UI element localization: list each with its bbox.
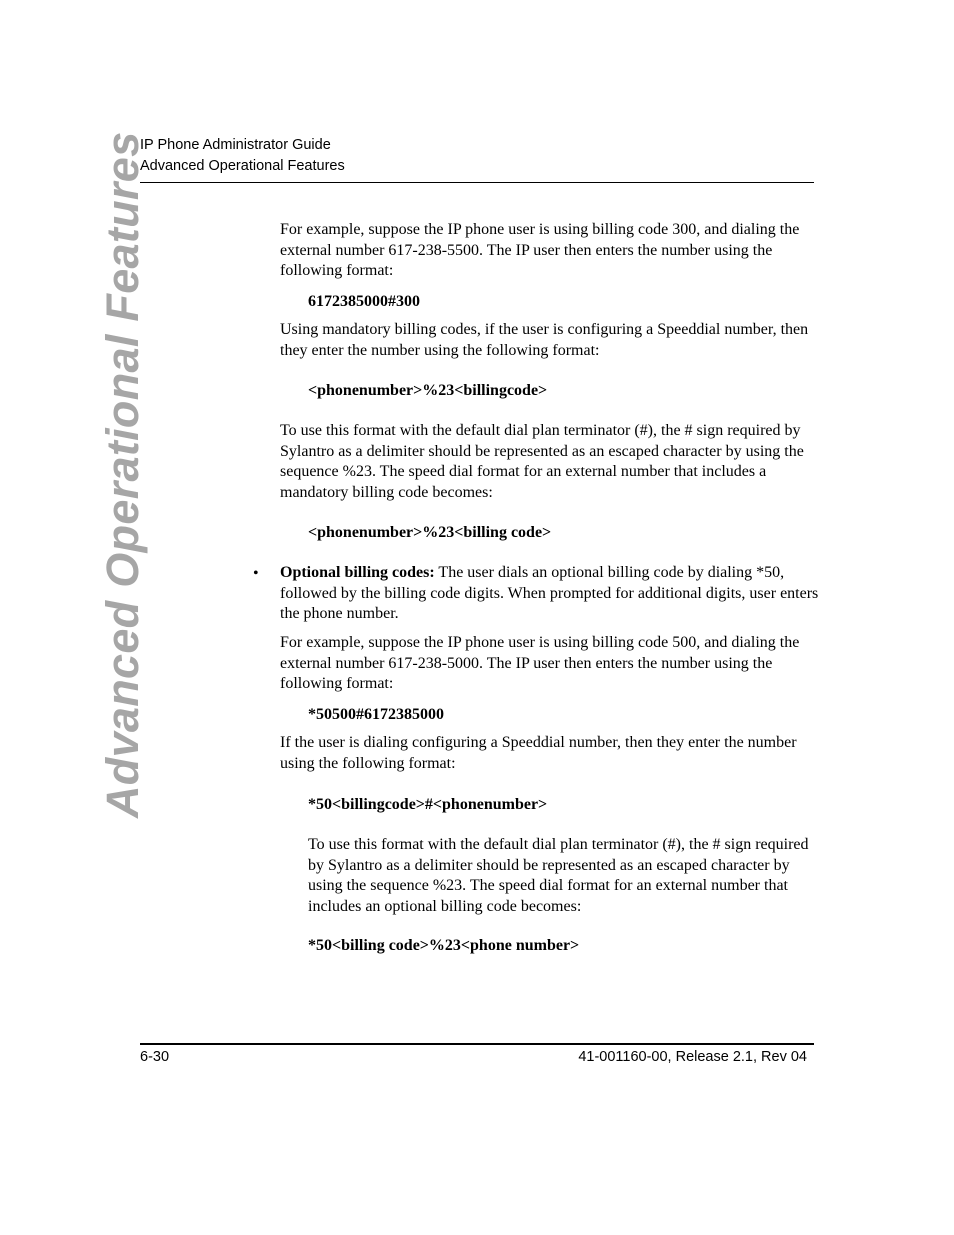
code-mandatory-format: <phonenumber>%23<billingcode>	[308, 382, 548, 399]
footer-doc-id: 41-001160-00, Release 2.1, Rev 04	[578, 1049, 807, 1065]
bullet-term: Optional billing codes:	[280, 564, 435, 581]
footer-rule	[140, 1043, 814, 1045]
code-mandatory-speeddial: <phonenumber>%23<billing code>	[308, 524, 552, 541]
code-optional-format: *50<billingcode>#<phonenumber>	[308, 796, 548, 813]
paragraph-example-300: For example, suppose the IP phone user is using billing code 300, and dialing the external number 617-238-5500. The IP user then enters the number using the following format:	[280, 221, 800, 279]
paragraph-mandatory-speeddial: Using mandatory billing codes, if the user is configuring a Speeddial number, then they enter the number using the following format:	[280, 321, 809, 359]
side-chapter-title: Advanced Operational Features	[97, 131, 148, 818]
paragraph-example-500: For example, suppose the IP phone user is using billing code 500, and dialing the external number 617-238-5000. The IP user then enters the number using the following format:	[280, 634, 800, 692]
paragraph-optional-speeddial: If the user is dialing configuring a Speeddial number, then they enter the number using the following format:	[280, 734, 797, 772]
code-optional-speeddial: *50<billing code>%23<phone number>	[308, 937, 580, 954]
footer-page-number: 6-30	[140, 1049, 170, 1065]
header-guide-title: IP Phone Administrator Guide	[140, 137, 331, 153]
code-example-500: *50500#6172385000	[308, 706, 444, 723]
header-section-title: Advanced Operational Features	[140, 158, 345, 174]
bullet-marker: •	[253, 565, 259, 582]
paragraph-mandatory-escape: To use this format with the default dial plan terminator (#), the # sign required by Sylantro as a delimiter should be represented as an escaped character by using the sequence %23. The speed dial format for an external number that includes a mandatory billing code becomes:	[280, 422, 804, 501]
code-example-300: 6172385000#300	[308, 293, 420, 310]
bullet-optional-billing-codes	[280, 563, 820, 625]
header-rule	[140, 182, 814, 183]
bullet-text: The user dials an optional billing code by dialing *50, followed by the billing code digits. When prompted for additional digits, user enters the phone number.	[280, 564, 819, 622]
paragraph-optional-escape: To use this format with the default dial plan terminator (#), the # sign required by Sylantro as a delimiter should be represented as an escaped character by using the sequence %23. The speed dial format for an external number that includes an optional billing code becomes:	[308, 836, 809, 915]
